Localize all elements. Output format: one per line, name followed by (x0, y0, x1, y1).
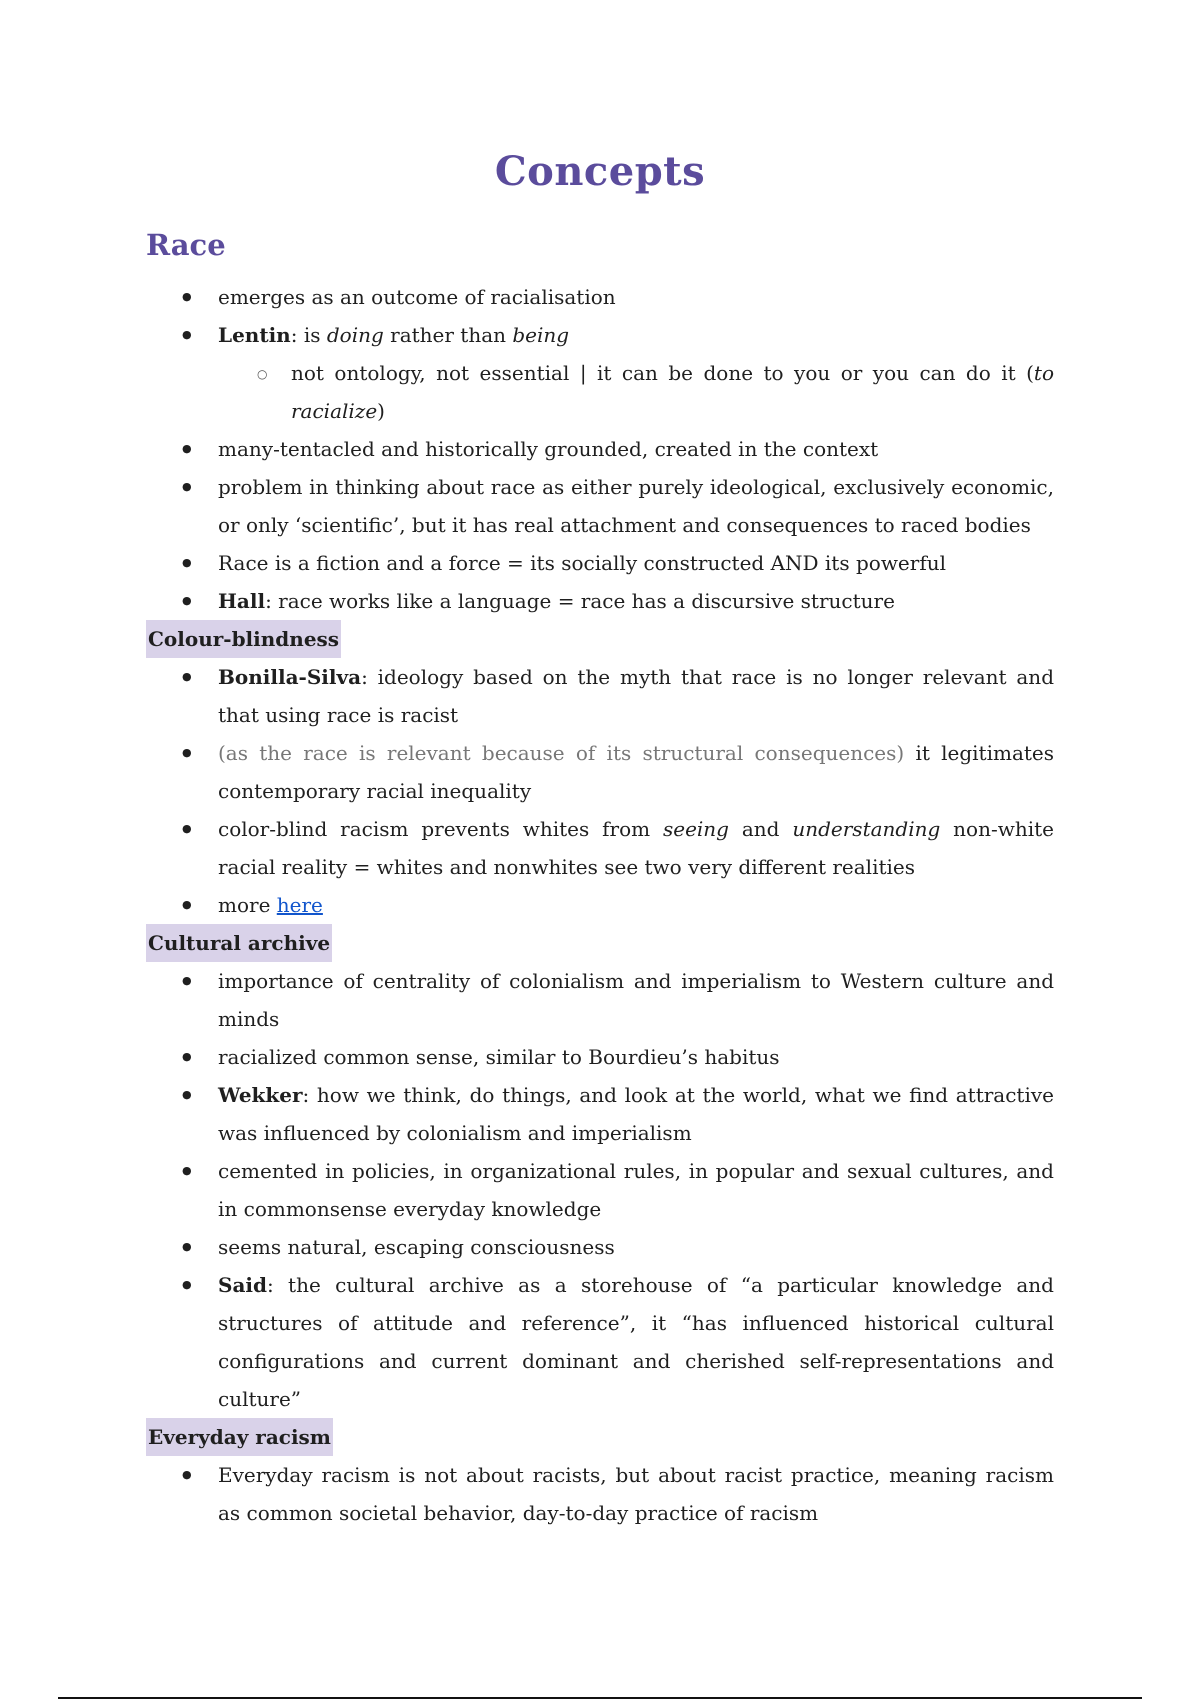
list-item: ● seems natural, escaping consciousness (146, 1228, 1054, 1266)
author-name: Bonilla-Silva (218, 665, 362, 689)
section-heading-cultural-archive: Cultural archive (146, 924, 332, 962)
page-title: Concepts (494, 148, 706, 195)
list-item: ● Race is a fiction and a force = its socially constructed AND its powerful (146, 544, 1054, 582)
author-name: Wekker (218, 1083, 303, 1107)
author-name: Lentin (218, 323, 291, 347)
here-link[interactable]: here (276, 893, 323, 917)
list-item: ● emerges as an outcome of racialisation (146, 278, 1054, 316)
list-item: ● more here (146, 886, 1054, 924)
author-name: Hall (218, 589, 266, 613)
everyday-racism-list (146, 1456, 1054, 1532)
list-item: ● importance of centrality of colonialism and imperialism to Western culture and minds (146, 962, 1054, 1038)
cultural-archive-list (146, 962, 1054, 1418)
list-item: ● many-tentacled and historically grounded, created in the context (146, 430, 1054, 468)
author-name: Said (218, 1273, 267, 1297)
list-item: ● Lentin: is doing rather than being (146, 316, 1054, 354)
list-item: ● Everyday racism is not about racists, but about racist practice, meaning racism as common societal behavior, day-to-day practice of racism (146, 1456, 1054, 1532)
sub-list-item: ○ not ontology, not essential | it can be done to you or you can do it (to racialize) (146, 354, 1054, 430)
footer-divider (58, 1697, 1142, 1699)
list-item: ● Hall: race works like a language = race has a discursive structure (146, 582, 1054, 620)
section-heading-everyday-racism: Everyday racism (146, 1418, 333, 1456)
list-item: ● problem in thinking about race as either purely ideological, exclusively economic, or only ‘scientific’, but it has real attachment and consequences to raced bodies (146, 468, 1054, 544)
document-body (146, 278, 1054, 1532)
colour-blindness-list (146, 658, 1054, 924)
section-heading-race: Race (146, 228, 226, 262)
race-list (146, 278, 1054, 620)
list-item: ● cemented in policies, in organizational rules, in popular and sexual cultures, and in commonsense everyday knowledge (146, 1152, 1054, 1228)
section-heading-colour-blindness: Colour-blindness (146, 620, 341, 658)
list-item: ● (as the race is relevant because of its structural consequences) it legitimates contemporary racial inequality (146, 734, 1054, 810)
list-item: ● Wekker: how we think, do things, and look at the world, what we find attractive was influenced by colonialism and imperialism (146, 1076, 1054, 1152)
list-item: ● racialized common sense, similar to Bourdieu’s habitus (146, 1038, 1054, 1076)
list-item: ● Said: the cultural archive as a storehouse of “a particular knowledge and structures of attitude and reference”, it “has influenced historical cultural configurations and current dominant and cherished self-representations and culture” (146, 1266, 1054, 1418)
list-item: ● color-blind racism prevents whites from seeing and understanding non-white racial reality = whites and nonwhites see two very different realities (146, 810, 1054, 886)
list-item: ● Bonilla-Silva: ideology based on the myth that race is no longer relevant and that using race is racist (146, 658, 1054, 734)
